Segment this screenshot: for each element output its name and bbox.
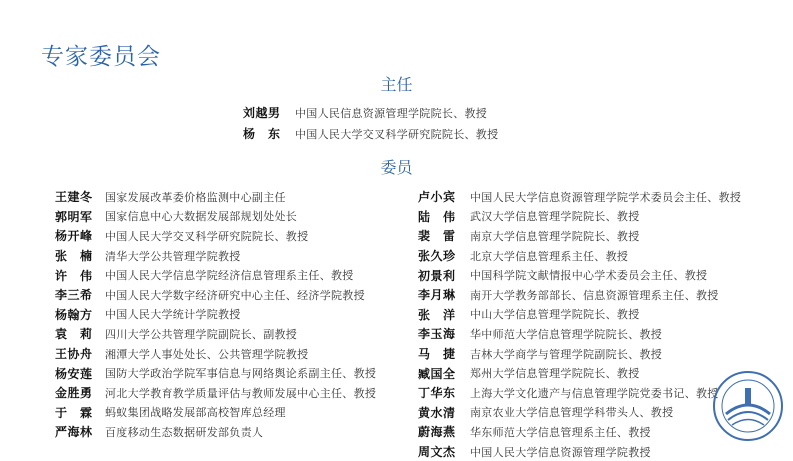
list-item xyxy=(243,123,663,144)
person-title: 中国人民信息资源管理学院院长、教授 xyxy=(295,106,488,120)
list-item xyxy=(55,207,415,227)
person-name: 李月琳 xyxy=(418,288,456,303)
person-title: 南京农业大学信息管理学科带头人、教授 xyxy=(470,406,674,420)
person-title: 蚂蚁集团战略发展部高校智库总经理 xyxy=(105,406,286,420)
list-item xyxy=(418,285,778,305)
list-item xyxy=(418,226,778,246)
list-item xyxy=(55,344,415,364)
person-name: 张 洋 xyxy=(418,307,456,322)
person-title: 国家信息中心大数据发展部规划处处长 xyxy=(105,210,298,224)
person-name: 张久珍 xyxy=(418,249,456,264)
person-title: 上海大学文化遗产与信息管理学院党委书记、教授 xyxy=(470,386,719,400)
list-item xyxy=(55,324,415,344)
list-item xyxy=(55,383,415,403)
list-item xyxy=(55,363,415,383)
person-title: 中国人民大学统计学院教授 xyxy=(105,308,241,322)
person-name: 袁 莉 xyxy=(55,327,93,342)
chairs-heading: 主任 xyxy=(380,75,413,94)
person-name: 蔚海燕 xyxy=(418,425,456,440)
person-title: 四川大学公共管理学院副院长、副教授 xyxy=(105,327,298,341)
person-title: 国防大学政治学院军事信息与网络舆论系副主任、教授 xyxy=(105,367,377,381)
person-name: 卢小宾 xyxy=(418,190,456,205)
university-seal-logo xyxy=(712,370,784,442)
list-item xyxy=(55,422,415,442)
person-name: 郭明军 xyxy=(55,209,93,224)
list-item xyxy=(55,305,415,325)
person-name: 周文杰 xyxy=(418,445,456,460)
person-title: 湘潭大学人事处处长、公共管理学院教授 xyxy=(105,347,309,361)
person-name: 杨 东 xyxy=(243,127,281,141)
person-name: 陆 伟 xyxy=(418,209,456,224)
person-title: 华中师范大学信息管理学院院长、教授 xyxy=(470,327,663,341)
person-title: 河北大学教育教学质量评估与教师发展中心主任、教授 xyxy=(105,386,377,400)
list-item xyxy=(418,207,778,227)
person-title: 中国人民大学数字经济研究中心主任、经济学院教授 xyxy=(105,288,365,302)
list-item xyxy=(55,187,415,207)
person-name: 杨安莲 xyxy=(55,366,93,381)
person-title: 中国科学院文献情报中心学术委员会主任、教授 xyxy=(470,269,708,283)
list-item xyxy=(55,403,415,423)
person-name: 黄水清 xyxy=(418,405,456,420)
list-item xyxy=(243,102,663,123)
person-name: 王建冬 xyxy=(55,190,93,205)
person-title: 华东师范大学信息管理系主任、教授 xyxy=(470,425,651,439)
list-item xyxy=(55,246,415,266)
person-name: 张 楠 xyxy=(55,249,93,264)
person-name: 于 霖 xyxy=(55,405,93,420)
list-item xyxy=(418,265,778,285)
person-title: 清华大学公共管理学院教授 xyxy=(105,249,241,263)
person-title: 中国人民大学交叉科学研究院院长、教授 xyxy=(295,127,499,141)
person-title: 武汉大学信息管理学院院长、教授 xyxy=(470,210,640,224)
person-title: 国家发展改革委价格监测中心副主任 xyxy=(105,190,286,204)
person-name: 金胜勇 xyxy=(55,386,93,401)
person-name: 李三希 xyxy=(55,288,93,303)
person-title: 南开大学教务部部长、信息资源管理系主任、教授 xyxy=(470,288,719,302)
person-title: 中国人民大学交叉科学研究院院长、教授 xyxy=(105,229,309,243)
person-name: 许 伟 xyxy=(55,268,93,283)
list-item xyxy=(418,324,778,344)
person-name: 初景利 xyxy=(418,268,456,283)
person-title: 百度移动生态数据研发部负责人 xyxy=(105,425,264,439)
list-item xyxy=(418,442,778,461)
person-name: 严海林 xyxy=(55,425,93,440)
person-name: 杨开峰 xyxy=(55,229,93,244)
person-title: 中国人民大学信息资源管理学院学术委员会主任、教授 xyxy=(470,190,742,204)
person-name: 杨翰方 xyxy=(55,307,93,322)
person-title: 南京大学信息管理学院院长、教授 xyxy=(470,229,640,243)
page-title: 专家委员会 xyxy=(41,44,161,70)
list-item xyxy=(55,285,415,305)
person-name: 马 捷 xyxy=(418,347,456,362)
person-name: 丁华东 xyxy=(418,386,456,401)
person-title: 中国人民大学信息学院经济信息管理系主任、教授 xyxy=(105,269,354,283)
person-title: 中山大学信息管理学院院长、教授 xyxy=(470,308,640,322)
person-title: 郑州大学信息管理学院院长、教授 xyxy=(470,367,640,381)
person-title: 中国人民大学信息资源管理学院教授 xyxy=(470,445,651,459)
person-title: 北京大学信息管理系主任、教授 xyxy=(470,249,629,263)
members-list-left xyxy=(55,187,415,442)
person-name: 裴 雷 xyxy=(418,229,456,244)
person-name: 李玉海 xyxy=(418,327,456,342)
person-name: 刘越男 xyxy=(243,106,281,120)
list-item xyxy=(418,344,778,364)
person-name: 臧国全 xyxy=(418,366,456,381)
person-title: 吉林大学商学与管理学院副院长、教授 xyxy=(470,347,663,361)
members-heading: 委员 xyxy=(380,158,413,177)
list-item xyxy=(418,246,778,266)
list-item xyxy=(55,265,415,285)
list-item xyxy=(418,187,778,207)
list-item xyxy=(55,226,415,246)
list-item xyxy=(418,305,778,325)
person-name: 王协舟 xyxy=(55,347,93,362)
chairs-list xyxy=(243,102,663,144)
